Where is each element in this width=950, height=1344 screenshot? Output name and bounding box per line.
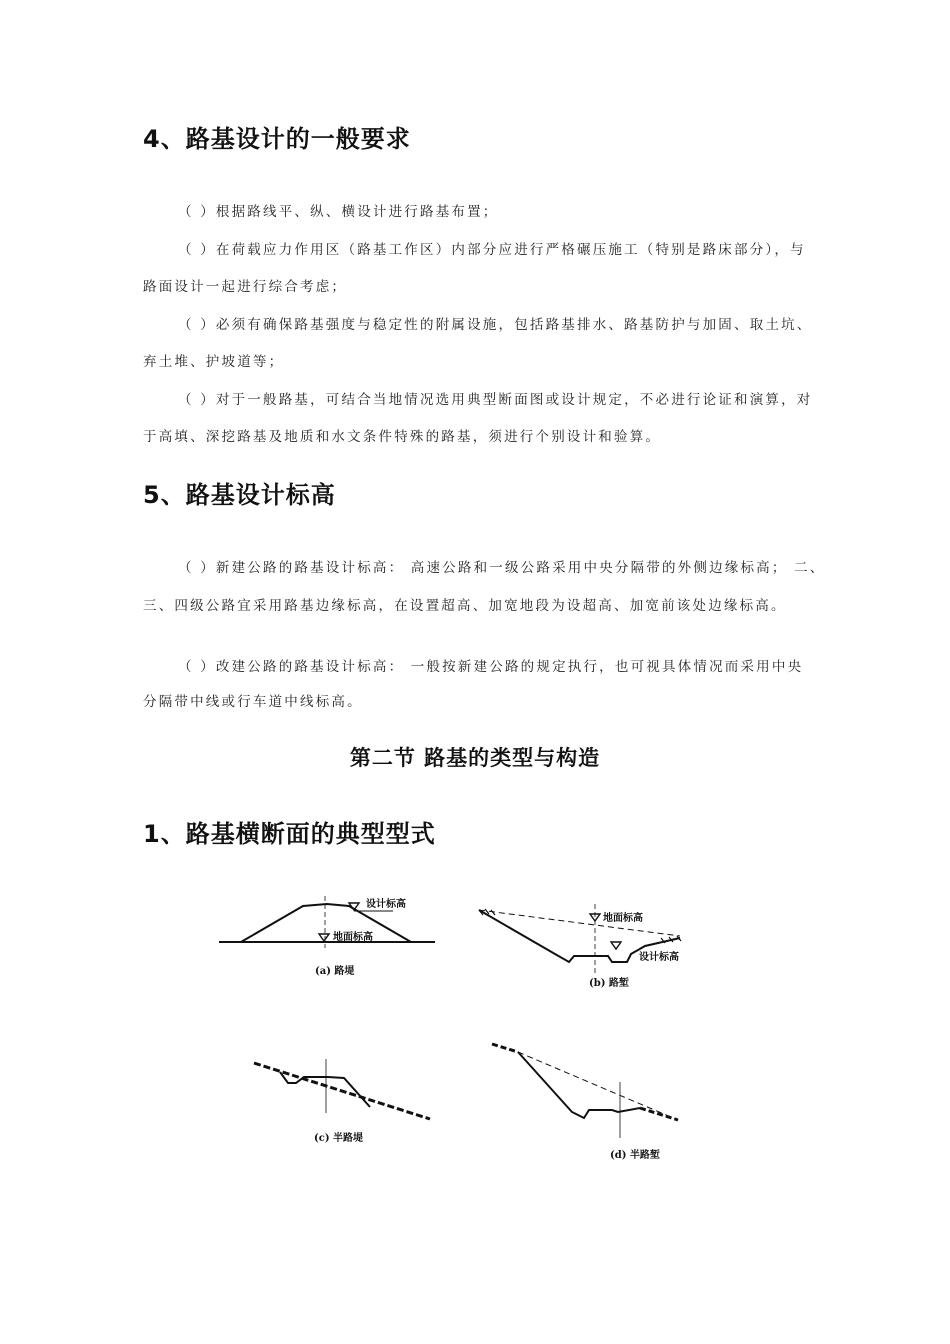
figure-half-cutting [488, 1038, 688, 1163]
section-4-line-5: 弃土堆、护坡道等； [143, 354, 285, 370]
figure-b-caption: (b) 路堑 [589, 978, 629, 989]
section-4-line-6: （ ）对于一般路基，可结合当地情况选用典型断面图或设计规定，不必进行论证和演算，对 [178, 392, 813, 408]
section-5-line-3: （ ）改建公路的路基设计标高： 一般按新建公路的规定执行，也可视具体情况而采用中央 [178, 659, 804, 675]
section-5-heading: 5、路基设计标高 [143, 481, 336, 509]
figure-a-caption: (a) 路堤 [315, 966, 355, 977]
section-4-line-4: （ ）必须有确保路基强度与稳定性的附属设施，包括路基排水、路基防护与加固、取土坑、 [178, 317, 813, 333]
figure-half-embankment [248, 1055, 438, 1147]
figure-b-design-elev-label: 设计标高 [639, 952, 679, 963]
section-5-line-4: 分隔带中线或行车道中线标高。 [143, 694, 363, 710]
figure-a-ground-elev-label: 地面标高 [333, 932, 373, 943]
section-4-line-7: 于高填、深挖路基及地质和水文条件特殊的路基，须进行个别设计和验算。 [143, 429, 662, 445]
section-4-line-1: （ ）根据路线平、纵、横设计进行路基布置； [178, 204, 499, 220]
section-5-line-2: 三、四级公路宜采用路基边缘标高，在设置超高、加宽地段为设超高、加宽前该处边缘标高。 [143, 598, 787, 614]
figure-b-ground-elev-label: 地面标高 [603, 913, 643, 924]
section-5-line-1: （ ）新建公路的路基设计标高： 高速公路和一级公路采用中央分隔带的外侧边缘标高； 二、 [178, 560, 826, 576]
section-1-heading: 1、路基横断面的典型型式 [143, 820, 436, 848]
section-4-line-2: （ ）在荷载应力作用区（路基工作区）内部分应进行严格碾压施工（特别是路床部分），与 [178, 242, 806, 258]
chapter-title: 第二节 路基的类型与构造 [349, 745, 601, 770]
figure-embankment [215, 890, 440, 985]
figure-cutting [475, 898, 695, 993]
figure-c-caption: (c) 半路堤 [314, 1133, 364, 1144]
section-4-line-3: 路面设计一起进行综合考虑； [143, 279, 348, 295]
figure-a-design-elev-label: 设计标高 [366, 899, 406, 910]
figure-d-caption: (d) 半路堑 [610, 1150, 660, 1161]
section-4-heading: 4、路基设计的一般要求 [143, 125, 411, 153]
